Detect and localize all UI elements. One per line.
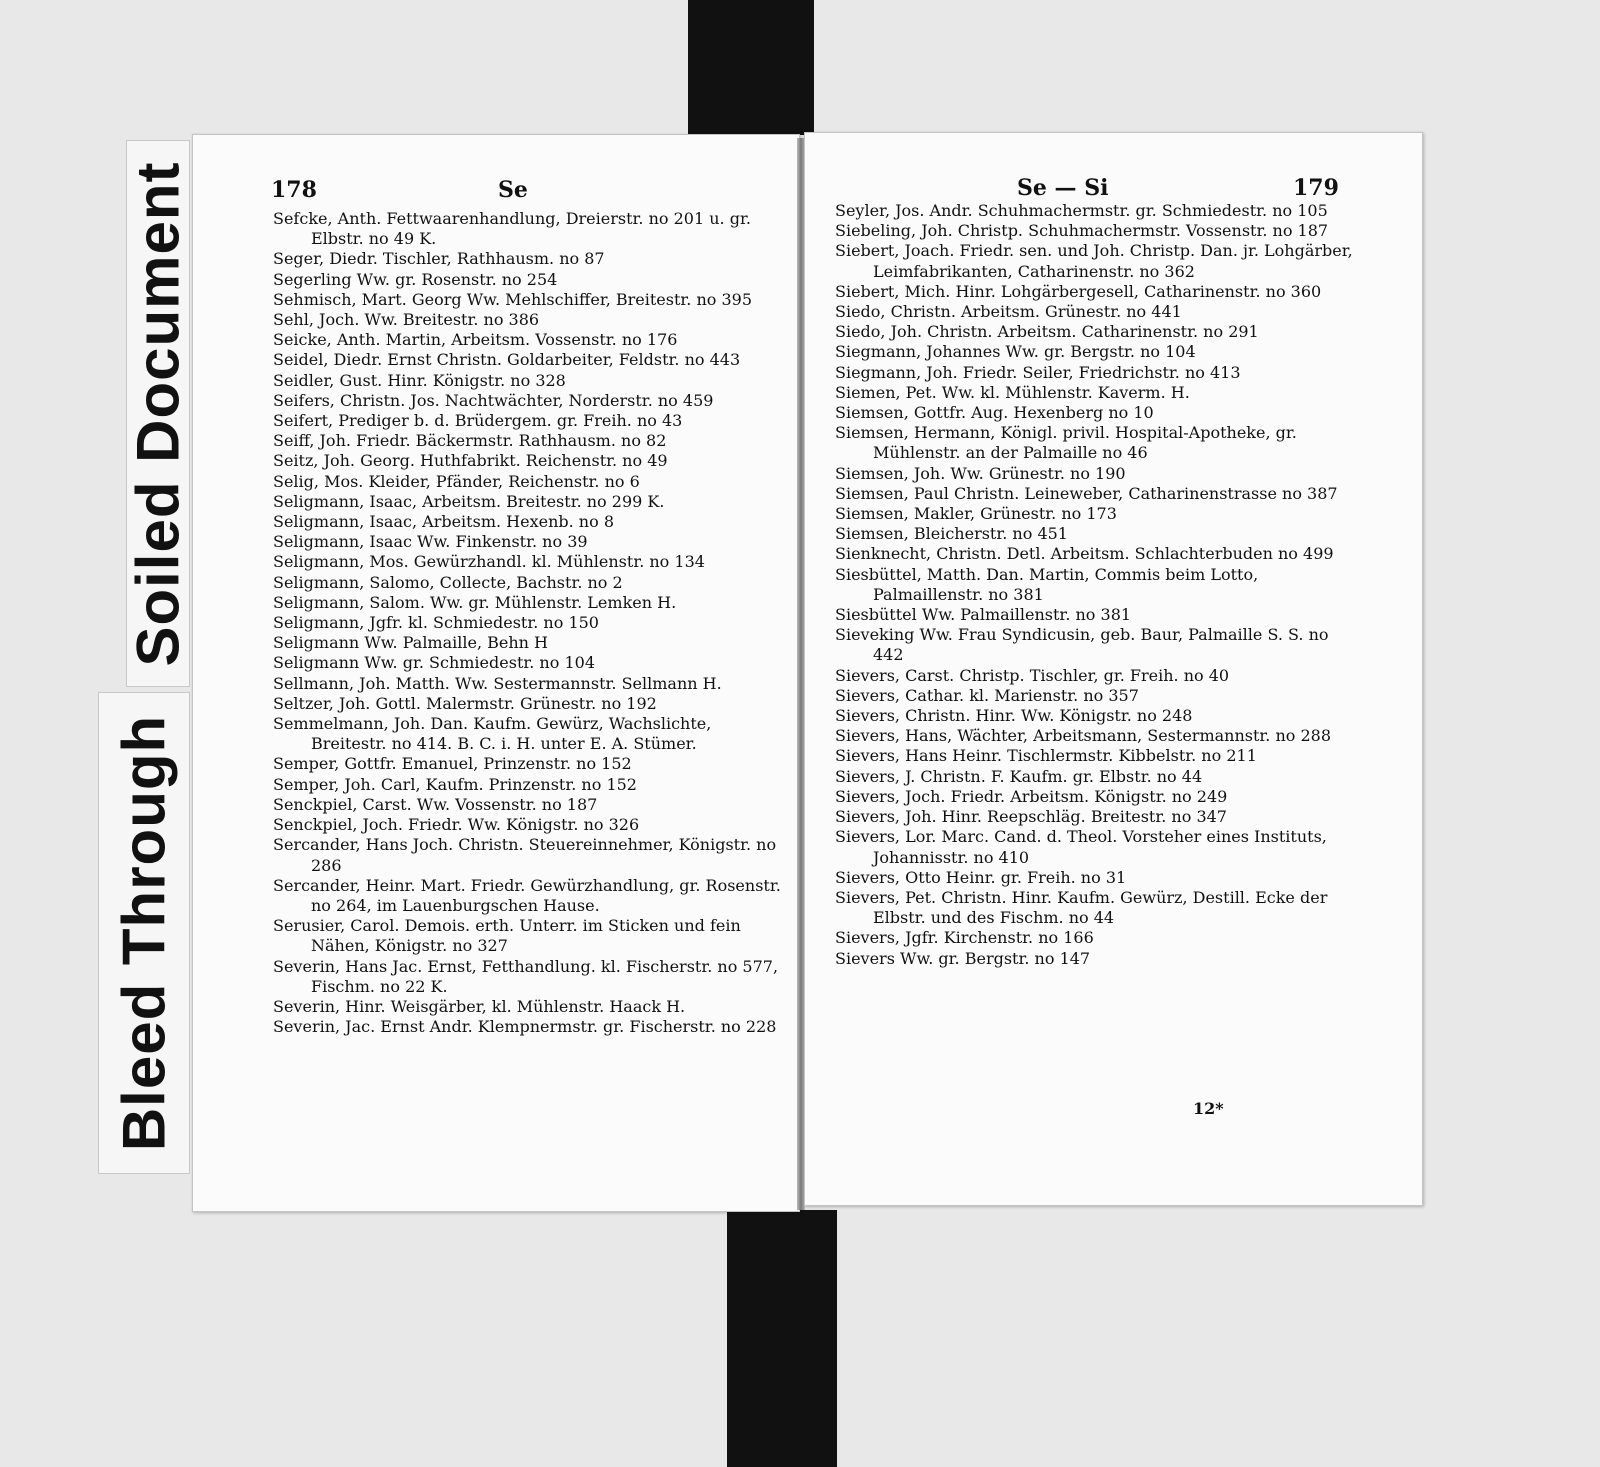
directory-entry: Sievers, Hans Heinr. Tischlermstr. Kibbelstr. no 211 xyxy=(835,746,1257,766)
directory-entry: Serusier, Carol. Demois. erth. Unterr. im Sticken und fein Nähen, Königstr. no 327 xyxy=(273,916,741,956)
directory-entry: Segerling Ww. gr. Rosenstr. no 254 xyxy=(273,269,558,289)
directory-entry: Sievers, Pet. Christn. Hinr. Kaufm. Gewürz, Destill. Ecke der Elbstr. und des Fischm. no 44 xyxy=(835,887,1328,928)
directory-entry: Siemsen, Joh. Ww. Grünestr. no 190 xyxy=(835,463,1126,483)
directory-entry: Seidler, Gust. Hinr. Königstr. no 328 xyxy=(273,370,566,390)
directory-entry: Sieveking Ww. Frau Syndicusin, geb. Baur, Palmaille S. S. no 442 xyxy=(835,625,1329,665)
directory-entry: Sievers, Cathar. kl. Marienstr. no 357 xyxy=(835,685,1139,705)
directory-entry: Seitz, Joh. Georg. Huthfabrikt. Reichenstr. no 49 xyxy=(273,451,668,471)
directory-entry: Sievers, Joch. Friedr. Arbeitsm. Königstr. no 249 xyxy=(835,786,1228,806)
directory-entry: Seligmann, Jgfr. kl. Schmiedestr. no 150 xyxy=(273,613,599,633)
directory-entry: Sefcke, Anth. Fettwaarenhandlung, Dreierstr. no 201 u. gr. Elbstr. no 49 K. xyxy=(273,209,751,249)
directory-entry: Siesbüttel Ww. Palmaillenstr. no 381 xyxy=(835,605,1132,625)
directory-entry: Selig, Mos. Kleider, Pfänder, Reichenstr. no 6 xyxy=(273,471,640,491)
directory-entry: Seligmann Ww. Palmaille, Behn H xyxy=(273,633,549,653)
directory-entry: Siegmann, Johannes Ww. gr. Bergstr. no 104 xyxy=(835,342,1196,362)
directory-entry: Siemsen, Makler, Grünestr. no 173 xyxy=(835,504,1117,524)
directory-entry: Seidel, Diedr. Ernst Christn. Goldarbeiter, Feldstr. no 443 xyxy=(273,350,741,370)
directory-entry: Sievers Ww. gr. Bergstr. no 147 xyxy=(835,948,1091,968)
directory-entry: Seicke, Anth. Martin, Arbeitsm. Vossenstr. no 176 xyxy=(273,330,678,350)
directory-entry: Siemsen, Hermann, Königl. privil. Hospital-Apotheke, gr. Mühlenstr. an der Palmaille no 46 xyxy=(835,423,1297,463)
signature-mark: 12* xyxy=(1193,1099,1224,1118)
left-entry-list xyxy=(273,209,783,1037)
directory-entry: Senckpiel, Carst. Ww. Vossenstr. no 187 xyxy=(273,794,598,814)
left-page-number: 178 xyxy=(271,177,317,203)
directory-entry: Seifert, Prediger b. d. Brüdergem. gr. Freih. no 43 xyxy=(273,411,683,431)
right-page-heading: Se — Si xyxy=(1017,175,1109,201)
directory-entry: Siebert, Joach. Friedr. sen. und Joh. Christp. Dan. jr. Lohgärber, Leimfabrikanten, Catharinenstr. no 362 xyxy=(835,241,1353,281)
directory-entry: Siegmann, Joh. Friedr. Seiler, Friedrichstr. no 413 xyxy=(835,362,1241,382)
directory-entry: Sievers, Hans, Wächter, Arbeitsmann, Sestermannstr. no 288 xyxy=(835,726,1332,746)
directory-entry: Siesbüttel, Matth. Dan. Martin, Commis beim Lotto, Palmaillenstr. no 381 xyxy=(835,564,1259,604)
directory-entry: Sercander, Heinr. Mart. Friedr. Gewürzhandlung, gr. Rosenstr. no 264, im Lauenburgschen Hause. xyxy=(273,875,781,915)
soiled-document-tab xyxy=(126,140,190,687)
directory-entry: Siedo, Christn. Arbeitsm. Grünestr. no 441 xyxy=(835,302,1182,322)
directory-entry: Severin, Jac. Ernst Andr. Klempnermstr. gr. Fischerstr. no 228 xyxy=(273,1017,777,1037)
directory-entry: Sievers, Carst. Christp. Tischler, gr. Freih. no 40 xyxy=(835,665,1230,685)
left-page-heading: Se xyxy=(498,177,528,203)
directory-entry: Siemen, Pet. Ww. kl. Mühlenstr. Kaverm. H. xyxy=(835,382,1190,402)
directory-entry: Seltzer, Joh. Gottl. Malermstr. Grünestr. no 192 xyxy=(273,693,657,713)
directory-entry: Seligmann, Salom. Ww. gr. Mühlenstr. Lemken H. xyxy=(273,592,677,612)
directory-entry: Seligmann, Mos. Gewürzhandl. kl. Mühlenstr. no 134 xyxy=(273,552,705,572)
directory-entry: Sehl, Joch. Ww. Breitestr. no 386 xyxy=(273,310,540,330)
right-page xyxy=(804,132,1423,1206)
directory-entry: Siedo, Joh. Christn. Arbeitsm. Catharinenstr. no 291 xyxy=(835,322,1259,342)
directory-entry: Seligmann, Isaac, Arbeitsm. Breitestr. no 299 K. xyxy=(273,491,665,511)
directory-entry: Seiff, Joh. Friedr. Bäckermstr. Rathhausm. no 82 xyxy=(273,431,667,451)
directory-entry: Sievers, Christn. Hinr. Ww. Königstr. no 248 xyxy=(835,706,1193,726)
directory-entry: Sievers, Jgfr. Kirchenstr. no 166 xyxy=(835,928,1094,948)
directory-entry: Seligmann Ww. gr. Schmiedestr. no 104 xyxy=(273,653,595,673)
bleed-through-label: Bleed Through xyxy=(110,714,178,1152)
left-page xyxy=(192,134,800,1212)
directory-entry: Siemsen, Bleicherstr. no 451 xyxy=(835,524,1068,544)
right-page-number: 179 xyxy=(1293,175,1339,201)
directory-entry: Seligmann, Isaac Ww. Finkenstr. no 39 xyxy=(273,532,588,552)
directory-entry: Sellmann, Joh. Matth. Ww. Sestermannstr. Sellmann H. xyxy=(273,673,722,693)
directory-entry: Seligmann, Isaac, Arbeitsm. Hexenb. no 8 xyxy=(273,512,614,532)
directory-entry: Semmelmann, Joh. Dan. Kaufm. Gewürz, Wachslichte, Breitestr. no 414. B. C. i. H. unter E. A. Stümer. xyxy=(273,714,712,754)
directory-entry: Sievers, Otto Heinr. gr. Freih. no 31 xyxy=(835,867,1127,887)
directory-entry: Severin, Hinr. Weisgärber, kl. Mühlenstr. Haack H. xyxy=(273,996,686,1016)
directory-entry: Siebert, Mich. Hinr. Lohgärbergesell, Catharinenstr. no 360 xyxy=(835,281,1322,301)
directory-entry: Seger, Diedr. Tischler, Rathhausm. no 87 xyxy=(273,249,605,269)
directory-entry: Siebeling, Joh. Christp. Schuhmachermstr. Vossenstr. no 187 xyxy=(835,221,1329,241)
directory-entry: Sehmisch, Mart. Georg Ww. Mehlschiffer, Breitestr. no 395 xyxy=(273,289,753,309)
directory-entry: Sienknecht, Christn. Detl. Arbeitsm. Schlachterbuden no 499 xyxy=(835,544,1334,564)
microfilm-leader-bottom xyxy=(727,1210,837,1467)
directory-entry: Semper, Joh. Carl, Kaufm. Prinzenstr. no 152 xyxy=(273,774,637,794)
bleed-through-tab xyxy=(98,692,190,1174)
right-entry-list xyxy=(835,201,1355,969)
directory-entry: Senckpiel, Joch. Friedr. Ww. Königstr. no 326 xyxy=(273,815,640,835)
directory-entry: Sievers, Lor. Marc. Cand. d. Theol. Vorsteher eines Instituts, Johannisstr. no 410 xyxy=(835,827,1327,867)
directory-entry: Sievers, J. Christn. F. Kaufm. gr. Elbstr. no 44 xyxy=(835,766,1203,786)
soiled-document-label: Soiled Document xyxy=(124,160,192,667)
directory-entry: Sercander, Hans Joch. Christn. Steuereinnehmer, Königstr. no 286 xyxy=(273,835,777,875)
directory-entry: Seligmann, Salomo, Collecte, Bachstr. no 2 xyxy=(273,572,623,592)
directory-entry: Siemsen, Gottfr. Aug. Hexenberg no 10 xyxy=(835,403,1154,423)
directory-entry: Semper, Gottfr. Emanuel, Prinzenstr. no 152 xyxy=(273,754,632,774)
microfilm-leader-top xyxy=(688,0,814,135)
directory-entry: Seifers, Christn. Jos. Nachtwächter, Norderstr. no 459 xyxy=(273,390,714,410)
directory-entry: Siemsen, Paul Christn. Leineweber, Catharinenstrasse no 387 xyxy=(835,483,1338,503)
directory-entry: Severin, Hans Jac. Ernst, Fetthandlung. kl. Fischerstr. no 577, Fischm. no 22 K. xyxy=(273,956,779,996)
directory-entry: Seyler, Jos. Andr. Schuhmachermstr. gr. Schmiedestr. no 105 xyxy=(835,201,1328,220)
directory-entry: Sievers, Joh. Hinr. Reepschläg. Breitestr. no 347 xyxy=(835,807,1227,827)
